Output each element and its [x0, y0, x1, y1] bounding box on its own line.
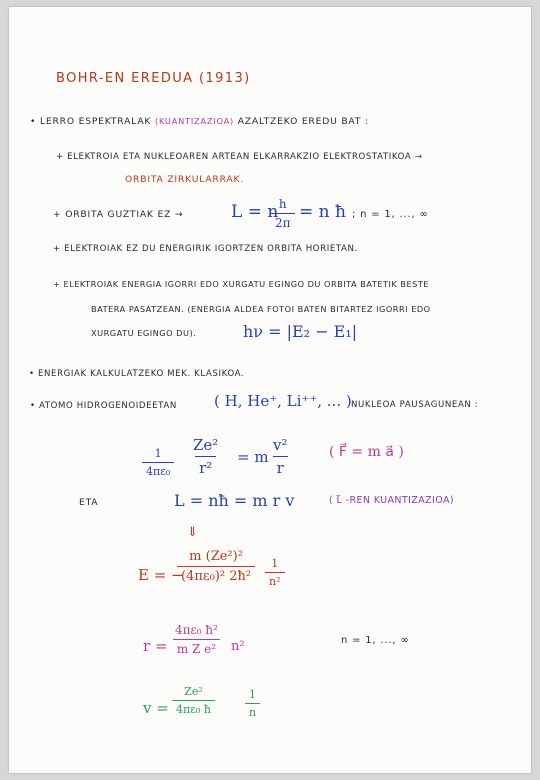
- photon-energy-formula: hν = |E₂ − E₁|: [243, 322, 358, 341]
- velocity-n-fraction: [245, 688, 260, 719]
- velocity-n-num: 1: [249, 688, 257, 701]
- force-equals: = m: [237, 448, 269, 466]
- sub-item-2-text: + ORBITA GUZTIAK EZ →: [53, 209, 184, 220]
- energy-fraction-num: m (Ze²)²: [189, 549, 243, 564]
- l-quantization-fraction: [271, 197, 295, 230]
- energy-n-den: n²: [265, 572, 285, 588]
- sub-item-1-line-b: ORBITA ZIRKULARRAK.: [125, 174, 245, 185]
- sub-item-1-line-a: + ELEKTROIA ETA NUKLEOAREN ARTEAN ELKARRAKZIO ELEKTROSTATIKOA →: [56, 152, 423, 162]
- implies-arrow: ⇓: [187, 525, 198, 540]
- force-fraction-2: [189, 436, 222, 477]
- bullet-1-tail: AZALTZEKO EREDU BAT :: [237, 116, 369, 127]
- radius-fraction: [171, 623, 222, 656]
- hydrogenoid-ions: ( H, He⁺, Li⁺⁺, ... ): [214, 392, 352, 410]
- bullet-line-3-start: • ATOMO HIDROGENOIDEETAN: [30, 401, 177, 411]
- energy-n-num: 1: [271, 557, 279, 570]
- velocity-lhs: v =: [143, 699, 169, 717]
- radius-fraction-den: m Z e²: [173, 639, 220, 656]
- sub-item-4-line-c: XURGATU EGINGO DU).: [91, 328, 197, 338]
- energy-fraction-den: (4πε₀)² 2ħ²: [177, 566, 255, 584]
- angular-momentum-note: ( L⃗ -REN KUANTIZAZIOA): [329, 495, 454, 506]
- radius-fraction-num: 4πε₀ ħ²: [175, 623, 218, 637]
- energy-lhs: E = −: [138, 566, 184, 584]
- force-fraction-2-den: r²: [195, 456, 216, 477]
- radius-n-squared: n²: [231, 639, 245, 654]
- force-fraction-1: [142, 447, 174, 478]
- l-quantization-condition: ; n = 1, ..., ∞: [352, 209, 429, 220]
- force-fraction-3-den: r: [273, 456, 288, 477]
- paper-sheet: [9, 7, 531, 773]
- l-quantization-rhs: = n ħ: [299, 202, 346, 222]
- velocity-fraction-den: 4πε₀ ħ: [172, 700, 215, 716]
- force-fraction-3: [269, 436, 292, 477]
- force-fraction-1-den: 4πε₀: [142, 462, 174, 478]
- velocity-n-den: n: [245, 703, 260, 719]
- energy-n-fraction: [265, 557, 285, 588]
- energy-fraction: [177, 549, 255, 584]
- force-fraction-3-num: v²: [273, 436, 288, 454]
- bullet-line-1: [30, 116, 369, 127]
- l-quantization-num: h: [278, 197, 287, 211]
- force-fraction-2-num: Ze²: [193, 436, 219, 454]
- l-quantization-den: 2π: [271, 213, 295, 230]
- l-quantization-lhs: L = n: [231, 202, 279, 222]
- newton-law-note: ( F⃗ = m a⃗ ): [329, 444, 404, 460]
- sub-item-3: + ELEKTROIAK EZ DU ENERGIRIK IGORTZEN ORBITA HORIETAN.: [53, 244, 358, 254]
- eta-label: ETA: [79, 497, 99, 508]
- bullet-line-2: • ENERGIAK KALKULATZEKO MEK. KLASIKOA.: [29, 369, 245, 379]
- quantum-number-range: n = 1, ..., ∞: [341, 635, 410, 646]
- force-fraction-1-num: 1: [154, 447, 162, 460]
- page-title: BOHR-EN EREDUA (1913): [56, 71, 251, 86]
- sub-item-4-line-a: + ELEKTROIAK ENERGIA IGORRI EDO XURGATU EGINGO DU ORBITA BATETIK BESTE: [53, 279, 430, 289]
- angular-momentum-formula: L = nħ = m r v: [174, 491, 295, 510]
- bullet-line-3-end: NUKLEOA PAUSAGUNEAN :: [351, 400, 479, 410]
- velocity-fraction-num: Ze²: [184, 685, 203, 698]
- velocity-fraction: [172, 685, 215, 716]
- bullet-1-paren: (KUANTIZAZIOA): [154, 116, 234, 126]
- radius-lhs: r =: [143, 637, 168, 655]
- bullet-1-text: • LERRO ESPEKTRALAK: [30, 116, 152, 127]
- sub-item-4-line-b: BATERA PASATZEAN. (ENERGIA ALDEA FOTOI BATEN BITARTEZ IGORRI EDO: [91, 304, 431, 314]
